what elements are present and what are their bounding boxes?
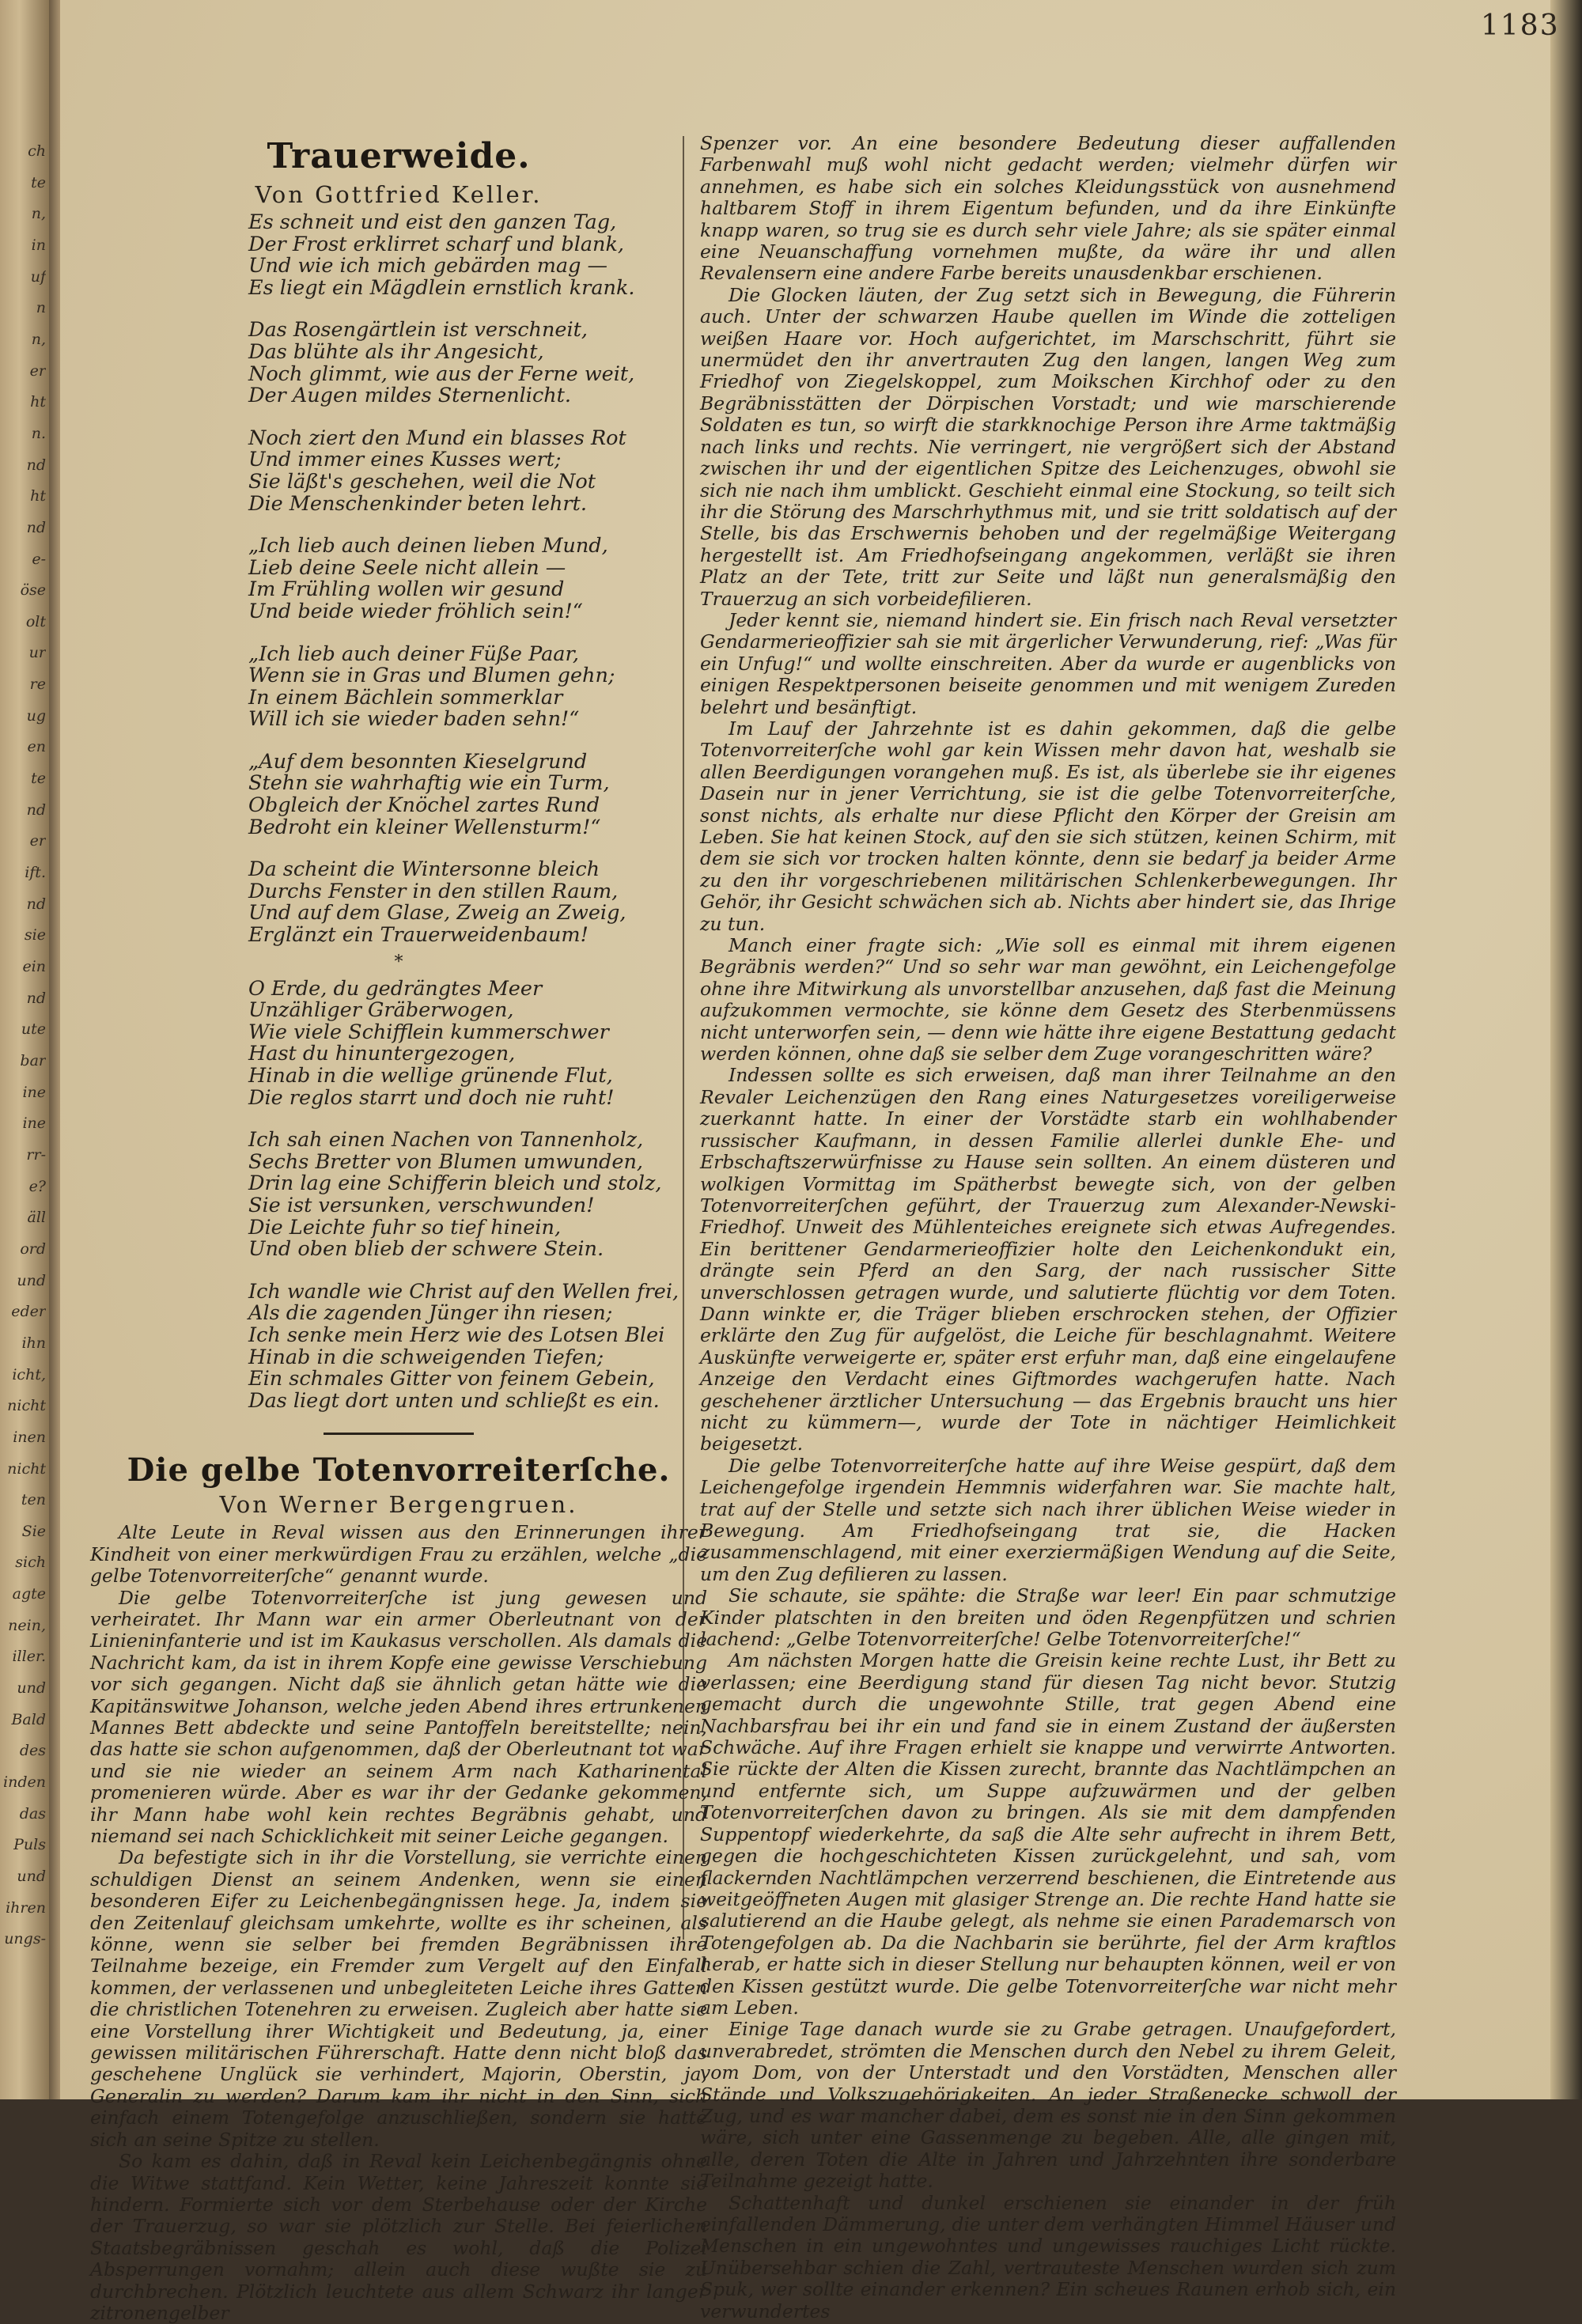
- prev-page-fragment: er: [29, 832, 46, 850]
- poem-line: Die reglos starrt und doch nie ruht!: [248, 1085, 615, 1110]
- story-paragraph: Einige Tage danach wurde sie zu Grabe getragen. Unaufgefordert, unverabredet, strömten die Menschen durch den Nebel zu ihrem Geleit, vom Dom, von der Unterstadt und den Vorstädten, Menschen aller Stände und Volkszugehörigkeiten. An jeder Straßenecke schwoll der Zug, und es war mancher dabei, dem es sonst nie in den Sinn gekommen wäre, sich unter eine Gassenmenge zu begeben. Alle, alle gingen mit, alle, deren Toten die Alte in Jahren und Jahrzehnten ihre sonderbare Teilnahme gezeigt hatte.: [700, 2018, 1396, 2193]
- prev-page-fragment: e-: [32, 550, 46, 568]
- prev-page-fragment: nd: [26, 456, 46, 474]
- poem-line: Als die zagenden Jünger ihn riesen;: [248, 1301, 613, 1326]
- left-column: [90, 134, 707, 2324]
- prev-page-fragment: Puls: [13, 1836, 46, 1854]
- poem-line: Unzähliger Gräberwogen,: [248, 998, 514, 1023]
- prev-page-fragment: ten: [21, 1491, 46, 1509]
- poem-line: Sie ist versunken, verschwunden!: [248, 1193, 595, 1217]
- poem-line: „Ich lieb auch deiner Füße Paar,: [248, 642, 579, 666]
- poem-body-part2: [90, 978, 707, 1413]
- prev-page-fragment: ihren: [6, 1898, 46, 1917]
- prev-page-fragment: n.: [31, 424, 46, 442]
- prev-page-fragment: ift.: [25, 864, 46, 882]
- poem-line: Das blühte als ihr Angesicht,: [248, 339, 544, 364]
- poem-line: Hinab in die wellige grünende Flut,: [248, 1064, 613, 1088]
- story-paragraph: So kam es dahin, daß in Reval kein Leichenbegängnis ohne die Witwe stattfand. Kein Wetter, keine Jahreszeit konnte sie hindern. Formierte sich vor dem Sterbehause oder der Kirche der Trauerzug, so war sie plötzlich zur Stelle. Bei feierlichen Staatsbegräbnissen geschah es wohl, daß die Polizei Absperrungen vornahm; allein auch diese wußte sie zu durchbrechen. Plötzlich leuchtete aus allem Schwarz ihr langer zitronengelber: [90, 2150, 707, 2324]
- story-paragraph: Die gelbe Totenvorreiterſche ist jung gewesen und verheiratet. Ihr Mann war ein armer Oberleutnant von der Linieninfanterie und ist im Kaukasus verschollen. Als damals die Nachricht kam, da ist in ihrem Kopfe eine gewisse Verschiebung vor sich gegangen. Nicht daß sie ähnlich getan hätte wie die Kapitänswitwe Johanson, welche jeden Abend ihres ertrunkenen Mannes Bett abdeckte und seine Pantoffeln bereitstellte; nein, das hatte sie schon aufgenommen, daß der Oberleutnant tot war und sie nie wieder an seinem Arm nach Katharinental promenieren würde. Aber es war ihr der Gedanke gekommen, ihr Mann habe wohl kein rechtes Begräbnis gehabt, und niemand sei nach Schicklichkeit mit seiner Leiche gegangen.: [90, 1586, 707, 1847]
- poem-stanza: [248, 978, 707, 1110]
- poem-line: „Auf dem besonnten Kieselgrund: [248, 749, 588, 774]
- story-paragraph: Indessen sollte es sich erweisen, daß man ihrer Teilnahme an den Revaler Leichenzügen den Rang eines Naturgesetzes voreiligerweise zuerkannt hatte. In einer der Vorstädte starb ein wohlhabender russischer Kaufmann, in dessen Familie allerlei dunkle Ehe- und Erbschaftszerwürfnisse zu Hause sein sollten. An einem düsteren und wolkigen Vormittag im Spätherbst bewegte sich, von der gelben Totenvorreiterſchen geführt, der Trauerzug zum Alexander-Newski-Friedhof. Unweit des Mühlenteiches ereignete sich etwas Aufregendes. Ein berittener Gendarmerieoffizier holte den Leichenkondukt ein, drängte sein Pferd an den Sarg, der nach russischer Sitte unverschlossen getragen wurde, und salutierte flüchtig vor dem Toten. Dann winkte er, die Träger blieben erschrocken stehen, der Offizier erklärte den Zug für aufgelöst, die Leiche für beschlagnahmt. Weitere Auskünfte verweigerte er, später erst erfuhr man, daß eine eingelaufene Anzeige den Verdacht eines Giftmordes wachgerufen hatte. Nach geschehener ärztlicher Untersuchung — das Ergebnis braucht uns hier nicht zu kümmern—, wurde der Tote in nächtiger Heimlichkeit beigesetzt.: [700, 1064, 1396, 1455]
- poem-line: In einem Bächlein sommerklar: [248, 685, 563, 710]
- page-edge-shadow: [1550, 0, 1582, 2099]
- poem-line: Ich wandle wie Christ auf den Wellen frei,: [248, 1279, 679, 1304]
- prev-page-fragment: in: [31, 236, 46, 254]
- prev-page-fragment: sie: [24, 926, 46, 944]
- book-gutter: [49, 0, 60, 2099]
- prev-page-fragment: ch: [28, 142, 46, 160]
- story-paragraph: Die gelbe Totenvorreiterſche hatte auf ihre Weise gespürt, daß dem Leichengefolge irgendein Hemmnis widerfahren war. Sie machte halt, trat auf der Stelle und setzte sich nach ihrer üblichen Weise wieder in Bewegung. Am Friedhofseingang trat sie, die Hacken zusammenschlagend, mit einer exerziermäßigen Wendung auf die Seite, um den Zug defilieren zu lassen.: [700, 1454, 1396, 1585]
- story-paragraph: Schattenhaft und dunkel erschienen sie einander in der früh einfallenden Dämmerung, die unter dem verhängten Himmel Häuser und Menschen in ein ungewohntes und ungewisses rauchiges Licht rückte. Unübersehbar schien die Zahl, vertrauteste Menschen wurden sich zum Spuk, wer sollte einander erkennen? Ein scheues Raunen erhob sich, ein verwundertes: [700, 2191, 1396, 2322]
- poem-line: Stehn sie wahrhaftig wie ein Turm,: [248, 771, 610, 796]
- poem-line: Bedroht ein kleiner Wellensturm!“: [248, 815, 601, 839]
- prev-page-fragment: Sie: [21, 1522, 46, 1540]
- prev-page-fragment: inen: [13, 1428, 46, 1446]
- poem-line: Und beide wieder fröhlich sein!“: [248, 599, 583, 623]
- poem-line: Wie viele Schifflein kummerschwer: [248, 1020, 609, 1044]
- story-paragraph: Sie schaute, sie spähte: die Straße war leer! Ein paar schmutzige Kinder platschten in den breiten und öden Regenpfützen und schrien lachend: „Gelbe Totenvorreiterſche! Gelbe Totenvorreiterſche!“: [700, 1584, 1396, 1651]
- poem-line: Der Augen mildes Sternenlicht.: [248, 384, 572, 408]
- prev-page-fragment: nein,: [8, 1616, 46, 1634]
- poem-line: Sechs Bretter von Blumen umwunden,: [248, 1149, 643, 1174]
- poem-line: Im Frühling wollen wir gesund: [248, 577, 565, 602]
- prev-page-fragment: te: [31, 173, 46, 191]
- poem-line: „Ich lieb auch deinen lieben Mund,: [248, 534, 608, 558]
- prev-page-fragment: eder: [11, 1303, 46, 1321]
- prev-page-fragment: ein: [22, 958, 46, 976]
- prev-page-fragment: inden: [3, 1773, 46, 1792]
- poem-line: Da scheint die Wintersonne bleich: [248, 857, 600, 882]
- prev-page-fragment: n: [36, 299, 46, 317]
- poem-line: Obgleich der Knöchel zartes Rund: [248, 793, 600, 818]
- prev-page-fragment: sich: [15, 1554, 46, 1572]
- story-paragraph: Spenzer vor. An eine besondere Bedeutung dieser auffallenden Farbenwahl muß wohl nicht gedacht werden; vielmehr dürfen wir annehmen, es habe sich ein solches Kleidungsstück von ausnehmend haltbarem Stoff in ihrem Eigentum befunden, und da ihre Einkünfte knapp waren, so trug sie es durch sehr viele Jahre; als sie später einmal eine Neuanschaffung vornehmen mußte, da wäre ihr und allen Revalensern eine andere Farbe bereits unausdenkbar erschienen.: [700, 132, 1396, 285]
- poem-stanza: [248, 1130, 707, 1261]
- page-number: 1183: [1481, 9, 1560, 42]
- prev-page-fragment: Bald: [11, 1710, 46, 1728]
- story-right-text: [700, 133, 1396, 2322]
- poem-stanza: [248, 428, 707, 515]
- poem-line: Ein schmales Gitter von feinem Gebein,: [248, 1367, 655, 1391]
- story-title: Die gelbe Totenvorreiterſche.: [127, 1452, 671, 1489]
- poem-title: Trauerweide.: [267, 136, 531, 176]
- poem-stanza: [248, 536, 707, 623]
- poem-line: Wenn sie in Gras und Blumen gehn;: [248, 664, 615, 688]
- previous-page-edge: [0, 0, 49, 2099]
- poem-line: Es liegt ein Mägdlein ernstlich krank.: [248, 275, 635, 300]
- prev-page-fragment: nd: [26, 895, 46, 913]
- prev-page-fragment: icht,: [12, 1365, 46, 1383]
- poem-line: Es schneit und eist den ganzen Tag,: [248, 210, 617, 234]
- poem-line: Das Rosengärtlein ist verschneit,: [248, 318, 588, 343]
- poem-line: Erglänzt ein Trauerweidenbaum!: [248, 923, 589, 948]
- prev-page-fragment: olt: [25, 612, 46, 630]
- prev-page-fragment: und: [17, 1271, 46, 1289]
- poem-stanza: [248, 320, 707, 407]
- prev-page-fragment: agte: [12, 1585, 46, 1603]
- poem-line: Will ich sie wieder baden sehn!“: [248, 707, 580, 732]
- prev-page-fragment: nd: [26, 518, 46, 536]
- prev-page-fragment: ht: [30, 487, 46, 505]
- prev-page-fragment: ine: [22, 1083, 46, 1101]
- prev-page-fragment: äll: [27, 1209, 46, 1227]
- prev-page-fragment: des: [19, 1742, 46, 1760]
- poem-line: Durchs Fenster in den stillen Raum,: [248, 879, 619, 903]
- prev-page-fragment: ute: [21, 1020, 46, 1039]
- poem-separator: *: [394, 952, 403, 972]
- poem-line: Drin lag eine Schifferin bleich und stolz,: [248, 1171, 662, 1196]
- prev-page-fragment: nicht: [7, 1397, 46, 1415]
- prev-page-fragment: te: [31, 770, 46, 788]
- right-column: [700, 133, 1396, 2322]
- poem-line: Sie läßt's geschehen, weil die Not: [248, 469, 596, 494]
- prev-page-fragment: bar: [20, 1052, 46, 1069]
- article-divider: [324, 1433, 474, 1435]
- poem-stanza: [248, 859, 707, 946]
- poem-line: Und wie ich mich gebärden mag —: [248, 254, 608, 278]
- poem-line: Das liegt dort unten und schließt es ein.: [248, 1388, 660, 1413]
- prev-page-fragment: ht: [30, 393, 46, 411]
- story-paragraph: Manch einer fragte sich: „Wie soll es einmal mit ihrem eigenen Begräbnis werden?“ Und so sehr war man gewöhnt, ein Leichengefolge ohne ihre Mitwirkung als unvorstellbar anzusehen, daß fast die Meinung aufzukommen vermochte, sie könne dem Gesetz des Sterbenmüssens nicht unterworfen sein, — denn wie hätte ihre eigene Bestattung gedacht werden können, ohne daß sie selber dem Zuge vorangeschritten wäre?: [700, 934, 1396, 1065]
- prev-page-fragment: ur: [28, 644, 46, 662]
- prev-page-fragment: das: [19, 1804, 46, 1822]
- prev-page-fragment: ihn: [21, 1334, 46, 1352]
- story-paragraph: Jeder kennt sie, niemand hindert sie. Ein frisch nach Reval versetzter Gendarmerieoffizier sah sie mit ärgerlicher Verwunderung, rief: „Was für ein Unfug!“ und wollte einschreiten. Aber da wurde er augenblicks von einigen Respektpersonen beiseite genommen und mit wenigem Zureden belehrt und besänftigt.: [700, 608, 1396, 718]
- prev-page-fragment: iller.: [12, 1648, 46, 1666]
- poem-stanza: [248, 644, 707, 731]
- story-left-text: [90, 1522, 707, 2324]
- poem-body: [90, 212, 707, 947]
- poem-stanza: [248, 1281, 707, 1413]
- poem-line: Noch ziert den Mund ein blasses Rot: [248, 426, 626, 450]
- prev-page-fragment: ug: [26, 706, 46, 725]
- poem-line: Lieb deine Seele nicht allein —: [248, 555, 566, 580]
- poem-line: Hast du hinuntergezogen,: [248, 1042, 516, 1066]
- story-paragraph: Die Glocken läuten, der Zug setzt sich in Bewegung, die Führerin auch. Unter der schwarzen Haube quellen im Winde die zotteligen weißen Haare vor. Hoch aufgerichtet, im Marschschritt, führt sie unermüdet den ihr anvertrauten Zug den langen, langen Weg zum Friedhof von Ziegelskoppel, zum Moikschen Kirchhof oder zu den Begräbnisstätten der Dörpischen Vorstadt; und wie marschierende Soldaten es tun, so wirft die starkknochige Person ihre Arme taktmäßig nach links und rechts. Nie verringert, nie vergrößert sich der Abstand zwischen ihr und der eigentlichen Spitze des Leichenzuges, obwohl sie sich nie nach ihm umblickt. Geschieht einmal eine Stockung, so teilt sich ihr die Störung des Marschrhythmus mit, und sie tritt soldatisch auf der Stelle, bis das Erschwernis behoben und der regelmäßige Weitergang hergestellt ist. Am Friedhofseingang angekommen, verläßt sie ihren Platz an der Tete, tritt zur Seite und läßt nun generalsmäßig den Trauerzug an sich vorbeidefilieren.: [700, 283, 1396, 610]
- prev-page-fragment: nd: [26, 801, 46, 819]
- poem-byline: Von Gottfried Keller.: [255, 181, 543, 208]
- poem-line: Und auf dem Glase, Zweig an Zweig,: [248, 901, 626, 925]
- story-paragraph: Alte Leute in Reval wissen aus den Erinnerungen ihrer Kindheit von einer merkwürdigen Frau zu erzählen, welche „die gelbe Totenvorreiterſche“ genannt wurde.: [90, 1521, 707, 1588]
- prev-page-fragment: n,: [31, 205, 46, 223]
- poem-line: Und oben blieb der schwere Stein.: [248, 1237, 604, 1262]
- poem-line: Und immer eines Kusses wert;: [248, 448, 562, 472]
- prev-page-fragment: und: [17, 1868, 46, 1886]
- prev-page-fragment: und: [17, 1679, 46, 1698]
- poem-line: Ich senke mein Herz wie des Lotsen Blei: [248, 1323, 665, 1347]
- prev-page-fragment: ord: [20, 1240, 46, 1258]
- prev-page-fragment: uf: [30, 267, 46, 286]
- story-paragraph: Im Lauf der Jahrzehnte ist es dahin gekommen, daß die gelbe Totenvorreiterſche wohl gar kein Wissen mehr davon hat, weshalb sie allen Beerdigungen vorangehen muß. Es ist, als überlebe sie ihr eigenes Dasein nur in jener Verrichtung, sie ist die gelbe Totenvorreiterſche, sonst nichts, als erhalte nur diese Pflicht den Körper der Greisin am Leben. Sie hat keinen Stock, auf den sie sich stützen, keinen Schirm, mit dem sie sich vor trocken halten könnte, denn sie bedarf ja beider Arme zu den ihr vorgeschriebenen militärischen Schlenkerbewegungen. Ihr Gehör, ihr Gesicht schwächen sich ab. Nichts aber hindert sie, das Ihrige zu tun.: [700, 717, 1396, 935]
- poem-line: Noch glimmt, wie aus der Ferne weit,: [248, 361, 635, 386]
- poem-line: Der Frost erklirret scharf und blank,: [248, 232, 625, 256]
- poem-line: Ich sah einen Nachen von Tannenholz,: [248, 1128, 644, 1153]
- prev-page-fragment: rr-: [26, 1145, 46, 1164]
- poem-line: O Erde, du gedrängtes Meer: [248, 976, 543, 1001]
- poem-line: Die Menschenkinder beten lehrt.: [248, 491, 587, 516]
- poem-stanza: [248, 751, 707, 838]
- story-paragraph: Da befestigte sich in ihr die Vorstellung, sie verrichte einen schuldigen Dienst an seinem Andenken, wenn sie einen besonderen Eifer zu Leichenbegängnissen hege. Ja, indem sie den Zeitenlauf gleichsam umkehrte, wollte es ihr scheinen, als könne, wenn sie selber bei fremden Begräbnissen ihre Teilnahme bezeige, ein Fremder zum Vergelt auf den Einfall kommen, der verlassenen und unbegleiteten Leiche ihres Gatten die christlichen Totenehren zu erweisen. Zugleich aber hatte sie eine Vorstellung ihrer Wichtigkeit und Bedeutung, ja, einer gewissen militärischen Führerschaft. Hatte denn nicht bloß das geschehene Unglück sie verhindert, Majorin, Oberstin, ja, Generalin zu werden? Darum kam ihr nicht in den Sinn, sich einfach einem Totengefolge anzuschließen, sondern sie hatte sich an seine Spitze zu stellen.: [90, 1846, 707, 2151]
- prev-page-fragment: ungs-: [4, 1930, 46, 1948]
- story-paragraph: Am nächsten Morgen hatte die Greisin keine rechte Lust, ihr Bett zu verlassen; eine Beerdigung stand für diesen Tag nicht bevor. Stutzig gemacht durch die ungewohnte Stille, trat gegen Abend eine Nachbarsfrau bei ihr ein und fand sie in einem Zustand der äußersten Schwäche. Auf ihre Fragen erhielt sie knappe und verwirrte Antworten. Sie rückte der Alten die Kissen zurecht, brannte das Nachtlämpchen an und entfernte sich, um Suppe aufzuwärmen und der gelben Totenvorreiterſchen davon zu bringen. Als sie mit dem dampfenden Suppentopf wiederkehrte, da saß die Alte sehr aufrecht in ihrem Bett, gegen die hochgeschichteten Kissen zurückgelehnt, und sah, vom flackernden Nachtlämpchen verzerrend beschienen, die Eintretende aus weitgeöffneten Augen mit glasiger Strenge an. Die rechte Hand hatte sie salutierend an die Haube gelegt, als nehme sie einen Parademarsch von Totengefolgen ab. Da die Nachbarin sie berührte, fiel der Arm kraftlos herab, er hatte sich in dieser Stellung nur behaupten können, weil er von den Kissen gestützt wurde. Die gelbe Totenvorreiterſche war nicht mehr am Leben.: [700, 1649, 1396, 2019]
- prev-page-fragment: en: [27, 738, 46, 756]
- prev-page-fragment: e?: [28, 1177, 46, 1195]
- story-byline: Von Werner Bergengruen.: [219, 1491, 578, 1519]
- poem-stanza: [248, 212, 707, 299]
- prev-page-fragment: nd: [26, 989, 46, 1007]
- poem-line: Die Leichte fuhr so tief hinein,: [248, 1215, 562, 1240]
- prev-page-fragment: er: [29, 361, 46, 380]
- prev-page-fragment: n,: [31, 330, 46, 348]
- prev-page-fragment: ine: [22, 1115, 46, 1133]
- poem-line: Hinab in die schweigenden Tiefen;: [248, 1345, 604, 1369]
- prev-page-fragment: öse: [20, 581, 46, 600]
- prev-page-fragment: re: [29, 676, 46, 694]
- prev-page-fragment: nicht: [7, 1459, 46, 1478]
